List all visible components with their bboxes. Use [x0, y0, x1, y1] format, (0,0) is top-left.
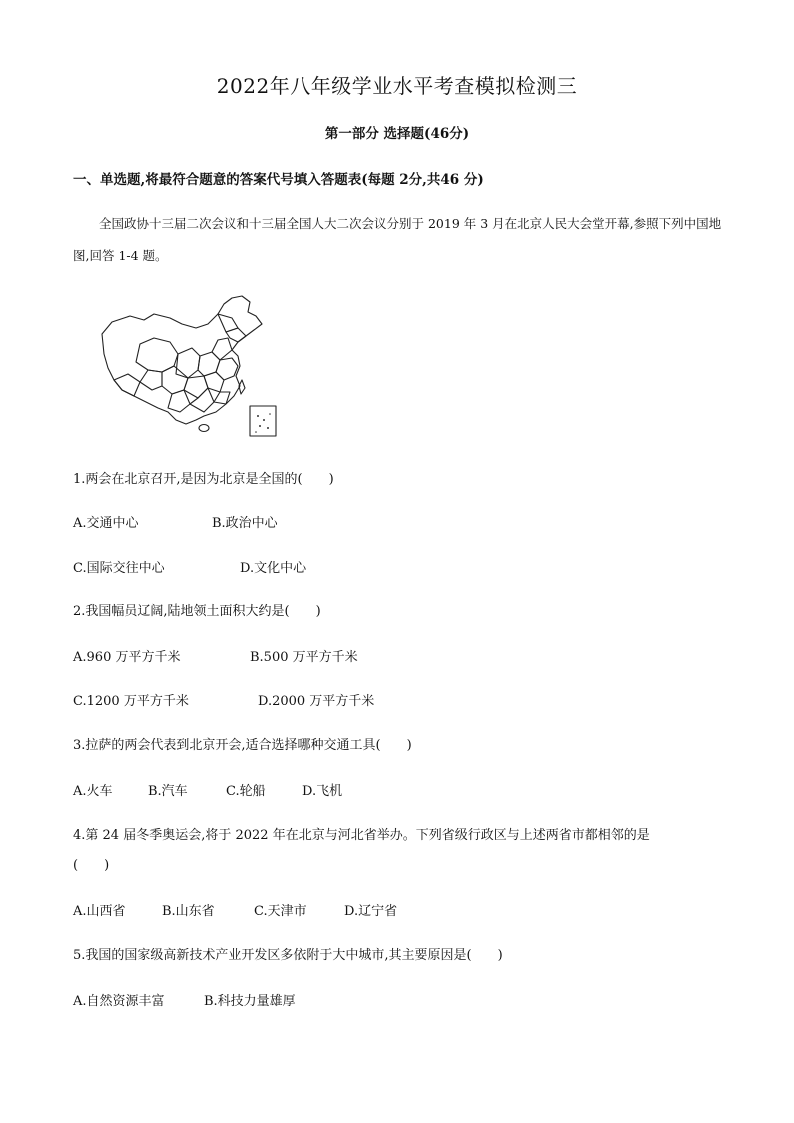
- question-5-option-a: A.自然资源丰富: [73, 994, 165, 1009]
- question-2-option-d: D.2000 万平方千米: [258, 694, 375, 709]
- question-2-option-a: A.960 万平方千米: [73, 650, 181, 665]
- question-3-option-a: A.火车: [73, 784, 113, 799]
- question-3-option-d: D.飞机: [302, 784, 343, 799]
- question-4-option-c: C.天津市: [254, 904, 307, 919]
- question-4-option-a: A.山西省: [73, 904, 126, 919]
- intro-paragraph: 全国政协十三届二次会议和十三届全国人大二次会议分别于 2019 年 3 月在北京人民大会堂开幕,参照下列中国地图,回答 1-4 题。: [73, 216, 722, 263]
- question-4-option-b: B.山东省: [162, 904, 215, 919]
- question-3-option-b: B.汽车: [148, 784, 188, 799]
- question-1-option-d: D.文化中心: [240, 561, 307, 576]
- question-2-option-c: C.1200 万平方千米: [73, 694, 189, 709]
- question-4-stem: 4.第 24 届冬季奥运会,将于 2022 年在北京与河北省举办。下列省级行政区与上述两省市都相邻的是: [73, 828, 650, 843]
- question-3-option-c: C.轮船: [226, 784, 266, 799]
- question-4-option-d: D.辽宁省: [344, 904, 398, 919]
- part-heading: 第一部分 选择题(46分): [324, 126, 470, 142]
- question-1-option-c: C.国际交往中心: [73, 561, 165, 576]
- question-1-stem: 1.两会在北京召开,是因为北京是全国的( ): [73, 472, 334, 487]
- question-4-stem-continued: ( ): [73, 858, 110, 873]
- china-map-figure: [100, 294, 280, 440]
- section-heading: 一、单选题,将最符合题意的答案代号填入答题表(每题 2分,共46 分): [73, 172, 484, 188]
- question-2-option-b: B.500 万平方千米: [250, 650, 358, 665]
- question-5-stem: 5.我国的国家级高新技术产业开发区多依附于大中城市,其主要原因是( ): [73, 948, 503, 963]
- question-2-stem: 2.我国幅员辽阔,陆地领土面积大约是( ): [73, 604, 321, 619]
- question-1-option-a: A.交通中心: [73, 516, 139, 531]
- page-title: 2022年八年级学业水平考查模拟检测三: [216, 74, 578, 98]
- question-1-option-b: B.政治中心: [212, 516, 278, 531]
- question-3-stem: 3.拉萨的两会代表到北京开会,适合选择哪种交通工具( ): [73, 738, 412, 753]
- question-5-option-b: B.科技力量雄厚: [204, 994, 296, 1009]
